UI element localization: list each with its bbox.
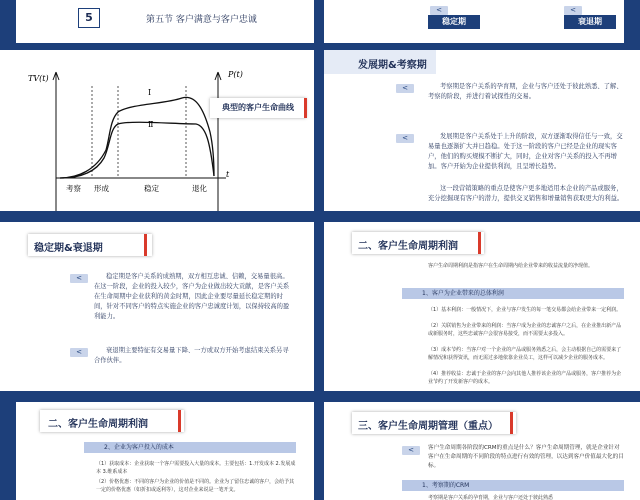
slide-section-title[interactable] xyxy=(0,0,314,43)
slide-lifecycle-management[interactable] xyxy=(324,402,640,500)
intro-text: 客户生命周期各阶段的CRM的重点是什么？客户生命周期管理，就是企业针对客户在生命周期的不同阶段的特点进行有效的管理，以达到客户价值最大化的目标。 xyxy=(428,445,624,469)
slide-title: 发展期&考察期 xyxy=(358,60,427,71)
stage-pill-decline[interactable]: 衰退期 xyxy=(564,15,616,29)
curve-lower xyxy=(60,122,214,178)
paragraph-strategy: 这一段营销策略的重点是使客户更多地适用本企业的产品或服务，充分挖掘现有客户的潜力，提供交叉销售和增量销售获取更大的利益。 xyxy=(428,185,624,202)
chevron-left-icon: < xyxy=(564,6,582,15)
paragraph-develop: 发展期是客户关系处于上升的阶段，双方逐渐取得信任与一致，交易量也逐渐扩大并日趋稳。处于这一阶段的客户已经是企业的现实客户，他们的购买规模不断扩大，同时，企业对客户关系的投入不再增加。客户开始为企业提供利润，且呈增长趋势。 xyxy=(428,133,623,170)
chevron-left-icon: < xyxy=(430,6,448,15)
accent-bar xyxy=(144,234,147,256)
chevron-left-icon: < xyxy=(396,84,414,93)
y-left-label: TV(t) xyxy=(28,74,49,83)
slide-stable-decline[interactable] xyxy=(0,222,314,391)
accent-bar xyxy=(510,412,513,434)
accent-bar xyxy=(178,410,181,432)
profit-item: （3）成本节约：当客户对一个企业的产品或服务熟悉之后，会主动根据自己的需要来了解情况和获得资讯，而无需过多地依靠企业员工，这样可以减少企业的服务成本。 xyxy=(428,347,622,361)
stage-pill-stable[interactable]: 稳定期 xyxy=(428,15,480,29)
chevron-left-icon: < xyxy=(70,274,88,283)
profit-item: （2）关联销售为企业带来的利润：当客户成为企业的忠诚客户之后，在企业推出新产品或新服务时，这些忠诚客户会很容易接受，而不需要太多投入。 xyxy=(428,323,622,337)
stage-label: 考察 xyxy=(66,184,81,193)
divider-band xyxy=(314,0,324,500)
section-header: 1、客户为企业带来的总体利润 xyxy=(402,288,624,299)
profit-item: （4）推荐收益：忠诚于企业的客户会向其他人推荐该企业的产品或服务，客户推荐为企业节约了开发新客户的成本。 xyxy=(428,371,622,385)
explore-crm-text: 考察期是客户关系的孕育期，企业与客户还处于彼此熟悉 xyxy=(428,495,554,500)
section-header: 1、考察期的CRM xyxy=(402,480,624,491)
slide-develop-explore[interactable] xyxy=(324,50,640,211)
stage-label: 形成 xyxy=(94,184,109,193)
slide-title: 稳定期&衰退期 xyxy=(34,243,103,254)
intro-text: 客户生命周期利润是指客户在生命周期内给企业带来的收益流量的净现值。 xyxy=(428,263,594,269)
chevron-left-icon: < xyxy=(70,348,88,357)
x-end-label: t xyxy=(226,170,230,179)
accent-bar xyxy=(478,232,481,254)
slide-title: 二、客户生命周期利润 xyxy=(48,419,148,430)
stage-label: 退化 xyxy=(192,184,207,193)
curve-caption: 典型的客户生命曲线 xyxy=(210,98,306,118)
paragraph-decline: 衰退期主要特征有交易量下降、一方或双方开始考虑结束关系另寻合作伙伴。 xyxy=(94,347,289,364)
curve-upper xyxy=(60,97,214,178)
accent-bar xyxy=(304,98,307,118)
paragraph-stable: 稳定期是客户关系的成熟期，双方相互忠诚、信赖，交易量很高。在这一阶段，企业的投入较少，客户为企业做出较大贡献，是客户关系在生命周期中企业获利的黄金时期，因此企业要尽量延长稳定期的时间，针对不同客户的特点实施企业的客户忠诚度计划，以保持较高的盈利能力。 xyxy=(94,273,290,320)
accent-strip xyxy=(0,402,16,500)
section-number: 5 xyxy=(78,8,100,28)
section-header: 2、企业为客户投入的成本 xyxy=(84,442,296,453)
slide-lifecycle-cost[interactable] xyxy=(0,402,314,500)
slide-lifecycle-curve[interactable] xyxy=(0,50,314,211)
chevron-left-icon: < xyxy=(396,134,414,143)
cost-item: （1）获取成本：企业获取一个客户需要投入大量的成本。主要包括：1.开发成本 2.发展成本 3.维系成本 xyxy=(96,461,296,475)
slide-title: 三、客户生命周期管理（重点） xyxy=(358,421,498,432)
paragraph-explore: 考察期是客户关系的孕育期，企业与客户还处于彼此熟悉、了解、考察的阶段，并进行着试探性的交易。 xyxy=(428,83,623,100)
profit-item: （1）基本利润：一般情况下，企业与客户发生的每一笔交易都会给企业带来一定利润。 xyxy=(428,307,622,313)
cost-item: （2）价格优惠：不同的客户为企业的价值是不同的。企业为了留住忠诚的客户，会给予其一定的价格优惠（如折扣或返利等），这对企业来说是一笔开支。 xyxy=(96,479,295,493)
y-right-label: P(t) xyxy=(228,70,243,79)
slide-title: 二、客户生命周期利润 xyxy=(358,241,458,252)
accent-strip xyxy=(624,0,640,43)
slide-stage-buttons[interactable] xyxy=(324,0,640,43)
section-title: 第五节 客户满意与客户忠诚 xyxy=(146,15,257,25)
stage-label: 稳定 xyxy=(144,184,159,193)
accent-strip xyxy=(0,0,16,43)
curve-label-upper: Ⅰ xyxy=(148,88,152,97)
slide-lifecycle-profit[interactable] xyxy=(324,222,640,391)
chevron-left-icon: < xyxy=(402,446,420,455)
curve-label-lower: Ⅱ xyxy=(148,120,154,129)
